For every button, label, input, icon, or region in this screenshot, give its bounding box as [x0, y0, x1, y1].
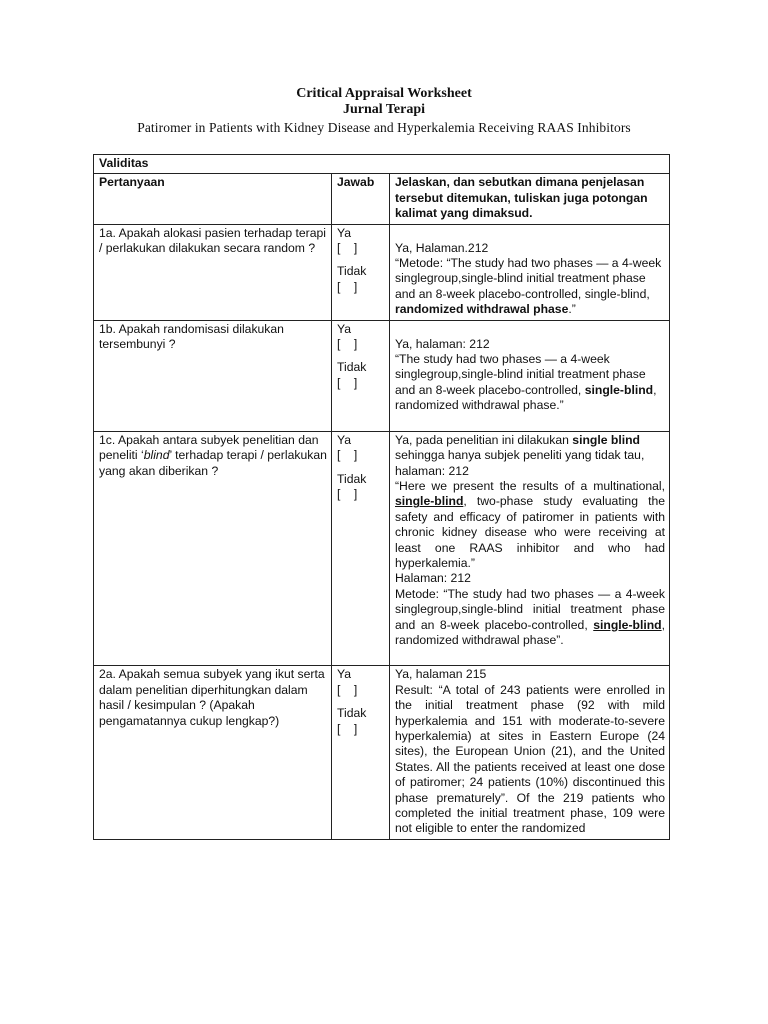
- question-cell: 1a. Apakah alokasi pasien terhadap terapi / perlakukan dilakukan secara random ?: [94, 224, 332, 320]
- explanation-result: Result: “A total of 243 patients were enrolled in the initial treatment phase (92 with mild hyperkalemia and 151 with moderate-to-severe hyperkalemia) at sites in Eastern Europe (24 sites), the European Union (21), and the United States. All the patients received at least one dose of patiromer; 24 patients (10%) discontinued this phase prematurely”. Of the 219 patients who completed the initial treatment phase, 109 were not eligible to enter the randomized: [395, 682, 666, 836]
- option-ya-label: Ya: [337, 321, 352, 336]
- checkbox-tidak[interactable]: [ ]: [337, 721, 358, 736]
- summary-emphasis: single blind: [572, 432, 641, 447]
- method-text: Metode: “The study had two phases — a 4-week singlegroup,single-blind initial treatment phase and an 8-week placebo-controlled,: [395, 586, 666, 632]
- summary-text: Ya, pada penelitian ini dilakukan: [395, 432, 573, 447]
- checkbox-tidak[interactable]: [ ]: [337, 375, 358, 390]
- option-tidak-label: Tidak: [337, 360, 367, 375]
- explanation-quote: [395, 256, 665, 318]
- checkbox-ya[interactable]: [ ]: [337, 241, 358, 256]
- table-row: [94, 224, 670, 320]
- method-end: , randomized withdrawal phase”.: [395, 617, 666, 647]
- option-tidak-label: Tidak: [337, 706, 367, 721]
- quote-text: “Here we present the results of a multinational,: [395, 478, 666, 493]
- section-title: Validitas: [94, 155, 670, 174]
- answer-cell: [332, 320, 390, 431]
- checkbox-ya[interactable]: [ ]: [337, 337, 358, 352]
- explanation-quote: [395, 352, 665, 414]
- appraisal-table: [93, 154, 670, 840]
- col-header-explanation: Jelaskan, dan sebutkan dimana penjelasan tersebut ditemukan, tuliskan juga potongan kalimat yang dimaksud.: [390, 174, 670, 224]
- option-ya-label: Ya: [337, 225, 352, 240]
- explanation-method: [395, 587, 665, 649]
- option-ya-label: Ya: [337, 432, 352, 447]
- quote-end: .”: [568, 302, 576, 317]
- journal-type: Jurnal Terapi: [342, 102, 426, 117]
- checkbox-ya[interactable]: [ ]: [337, 682, 358, 697]
- question-cell: 1b. Apakah randomisasi dilakukan tersembunyi ?: [94, 320, 332, 431]
- checkbox-ya[interactable]: [ ]: [337, 448, 358, 463]
- option-tidak-label: Tidak: [337, 471, 367, 486]
- question-text: 1c. Apakah antara subyek penelitian dan peneliti ‘: [99, 432, 319, 463]
- table-row: [94, 320, 670, 431]
- explanation-page: Ya, halaman: 212: [395, 336, 490, 351]
- quote-emphasis: randomized withdrawal phase: [395, 302, 569, 317]
- table-row: [94, 666, 670, 839]
- quote-emphasis: single-blind: [584, 382, 654, 397]
- explanation-page: Ya, halaman 215: [395, 667, 487, 682]
- explanation-summary: [395, 433, 665, 479]
- question-text-end: ’ terhadap terapi / perlakukan yang akan diberikan ?: [99, 448, 327, 478]
- question-cell: 2a. Apakah semua subyek yang ikut serta dalam penelitian diperhitungkan dalam hasil / kesimpulan ? (Apakah pengamatannya cukup lengkap?): [94, 666, 332, 839]
- col-header-question: Pertanyaan: [94, 174, 332, 224]
- option-tidak-label: Tidak: [337, 264, 367, 279]
- explanation-page: Halaman: 212: [395, 571, 471, 586]
- option-ya-label: Ya: [337, 667, 352, 682]
- document-header: [0, 86, 768, 136]
- explanation-quote: [395, 479, 665, 571]
- table-row: [94, 431, 670, 666]
- answer-cell: [332, 224, 390, 320]
- quote-end: , randomized withdrawal phase.”: [395, 382, 657, 413]
- quote-emphasis: single-blind: [395, 494, 464, 509]
- answer-cell: [332, 431, 390, 666]
- explanation-cell: [390, 320, 670, 431]
- answer-cell: [332, 666, 390, 839]
- method-emphasis: single-blind: [593, 617, 662, 632]
- quote-end: , two-phase study evaluating the safety and efficacy of patiromer in patients with chronic kidney disease who were receiving at least one RAAS inhibitor and who had hyperkalemia.”: [395, 494, 666, 570]
- checkbox-tidak[interactable]: [ ]: [337, 279, 358, 294]
- quote-text: “Metode: “The study had two phases — a 4-week singlegroup,single-blind initial treatment phase and an 8-week placebo-controlled, single-blind,: [395, 256, 662, 301]
- explanation-cell: [390, 666, 670, 839]
- explanation-cell: [390, 224, 670, 320]
- col-header-answer: Jawab: [332, 174, 390, 224]
- article-title: Patiromer in Patients with Kidney Disease and Hyperkalemia Receiving RAAS Inhibitors: [137, 120, 631, 135]
- question-cell: [94, 431, 332, 666]
- checkbox-tidak[interactable]: [ ]: [337, 486, 358, 501]
- summary-end: sehingga hanya subjek peneliti yang tidak tau, halaman: 212: [395, 448, 645, 478]
- explanation-page: Ya, Halaman.212: [395, 240, 489, 255]
- section-row: [94, 155, 670, 174]
- header-row: [94, 174, 670, 224]
- quote-text: “The study had two phases — a 4-week singlegroup,single-blind initial treatment phase and an 8-week placebo-controlled,: [395, 352, 646, 397]
- question-italic: blind: [143, 448, 170, 463]
- explanation-cell: [390, 431, 670, 666]
- worksheet-title: Critical Appraisal Worksheet: [296, 86, 472, 101]
